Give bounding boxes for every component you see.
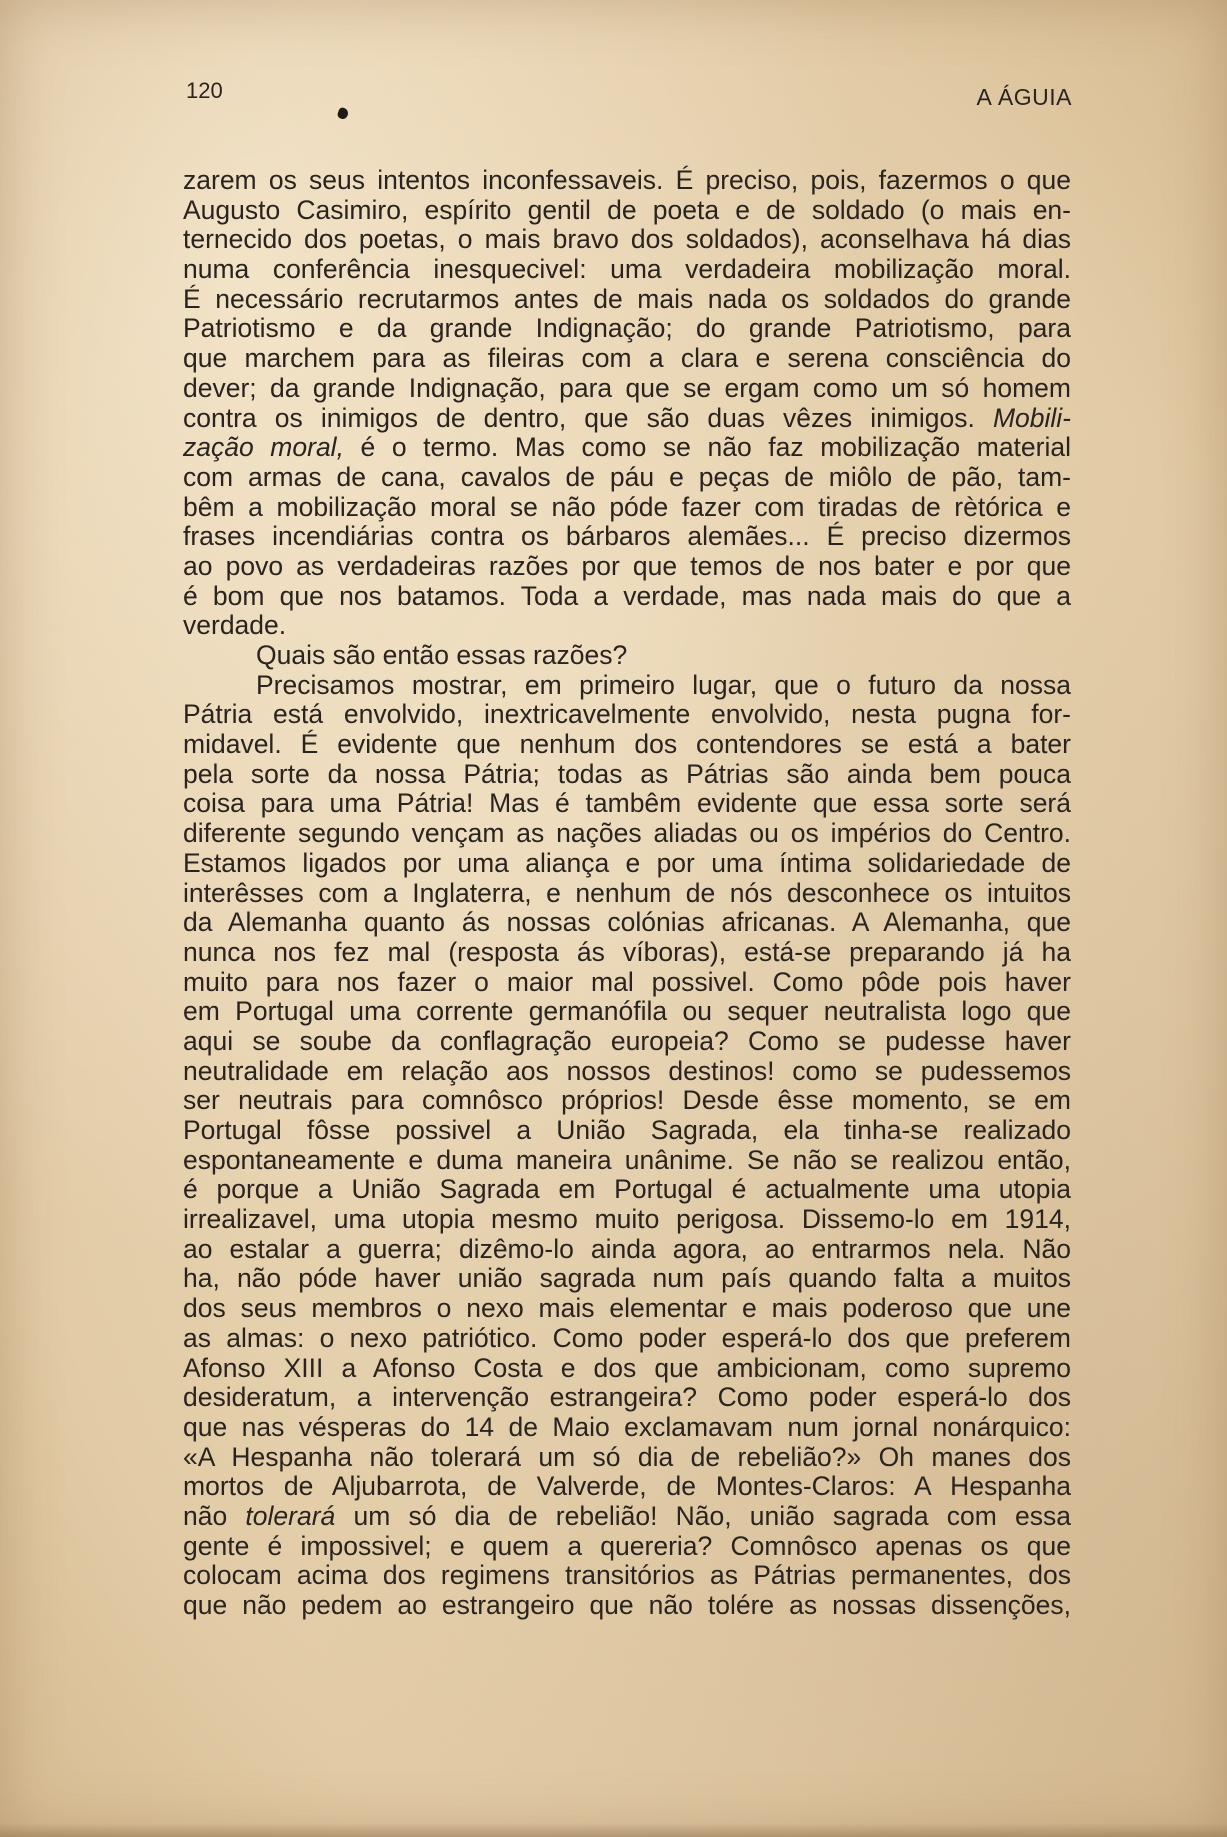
text-line: Portugal fôsse possivel a União Sagrada, ela tinha-se realizado: [183, 1115, 1071, 1145]
text-line: neutralidade em relação aos nossos destinos! como se pudessemos: [183, 1055, 1071, 1086]
text-line: Precisamos mostrar, em primeiro lugar, que o futuro da nossa: [256, 669, 1071, 700]
text-line: Quais são então essas razões?: [256, 640, 628, 670]
text-line: gente é impossivel; e quem a quereria? Comnôsco apenas os que: [183, 1530, 1071, 1561]
text-segment: que: [1026, 907, 1072, 938]
page-number: 120: [186, 78, 223, 103]
text-line: interêsses com a Inglaterra, e nenhum de nós desconhece os intuitos: [183, 877, 1071, 908]
text-line: com armas de cana, cavalos de páu e peças de miôlo de pão, tam-: [183, 461, 1071, 492]
text-line: Pátria está envolvido, inextricavelmente envolvido, nesta pugna for-: [183, 699, 1071, 730]
text-line: frases incendiárias contra os bárbaros alemães... É preciso dizermos: [183, 521, 1071, 552]
text-line: ser neutrais para comnôsco próprios! Desde êsse momento, se em: [183, 1085, 1071, 1116]
text-line: desideratum, a intervenção estrangeira? Como poder esperá-lo dos: [183, 1382, 1071, 1413]
ink-blot-mark: [336, 107, 349, 121]
text-segment: contra os inimigos de dentro, que são duas vêzes inimigos.: [183, 402, 975, 433]
text-line: ao estalar a guerra; dizêmo-lo ainda agora, ao entrarmos nela. Não: [183, 1233, 1071, 1264]
text-line: diferente segundo vençam as nações aliadas ou os impérios do Centro.: [183, 818, 1071, 849]
text-line: espontaneamente e duma maneira unânime. Se não se realizou então,: [183, 1144, 1071, 1175]
text-line: que não pedem ao estrangeiro que não tolére as nossas dissenções,: [183, 1590, 1071, 1620]
text-line: mortos de Aljubarrota, de Valverde, de Montes-Claros: A Hespanha: [183, 1471, 1071, 1502]
text-line: é bom que nos batamos. Toda a verdade, mas nada mais do que a: [183, 580, 1071, 611]
italic-text: zação moral,: [183, 432, 344, 463]
text-line: «A Hespanha não tolerará um só dia de rebelião?» Oh manes dos: [183, 1441, 1071, 1472]
text-line: que marchem para as fileiras com a clara e serena consciência do: [183, 343, 1071, 374]
text-line: ha, não póde haver união sagrada num país quando falta a muitos: [183, 1263, 1071, 1294]
text-segment: é o termo. Mas como se não faz mobilização material: [360, 432, 1071, 463]
text-segment: da Alemanha quanto ás nossas colónias africanas. A Alemanha,: [183, 907, 1010, 938]
text-line: [183, 908, 1071, 938]
text-segment: não: [183, 1500, 228, 1531]
text-line: dos seus membros o nexo mais elementar e mais poderoso que une: [183, 1293, 1071, 1324]
text-line: coisa para uma Pátria! Mas é tambêm evidente que essa sorte será: [183, 788, 1071, 819]
italic-text: Mobili-: [992, 402, 1071, 433]
text-line: Patriotismo e da grande Indignação; do grande Patriotismo, para: [183, 313, 1071, 344]
text-line: midavel. É evidente que nenhum dos contendores se está a bater: [183, 729, 1071, 760]
text-line: numa conferência inesquecivel: uma verdadeira mobilização moral.: [183, 254, 1071, 285]
text-line: é porque a União Sagrada em Portugal é actualmente uma utopia: [183, 1174, 1071, 1205]
running-title: A ÁGUIA: [976, 84, 1072, 110]
text-line: Augusto Casimiro, espírito gentil de poeta e de soldado (o mais en-: [183, 194, 1071, 225]
text-segment: um só dia de rebelião! Não, união sagrada com essa: [353, 1500, 1071, 1531]
text-line: bêm a mobilização moral se não póde fazer com tiradas de rètórica e: [183, 491, 1071, 522]
text-line: pela sorte da nossa Pátria; todas as Pátrias são ainda bem pouca: [183, 758, 1071, 789]
text-line: que nas vésperas do 14 de Maio exclamavam num jornal nonárquico:: [183, 1411, 1071, 1442]
text-line: [183, 433, 1071, 463]
text-line: colocam acima dos regimens transitórios as Pátrias permanentes, dos: [183, 1560, 1071, 1591]
text-line: [183, 404, 1071, 434]
text-line: [183, 1502, 1071, 1532]
text-line: Afonso XIII a Afonso Costa e dos que ambicionam, como supremo: [183, 1352, 1071, 1383]
page-bottom-edge: [0, 1823, 1227, 1837]
text-line: em Portugal uma corrente germanófila ou sequer neutralista logo que: [183, 996, 1071, 1027]
text-line: É necessário recrutarmos antes de mais nada os soldados do grande: [183, 283, 1071, 314]
text-line: dever; da grande Indignação, para que se ergam como um só homem: [183, 372, 1071, 403]
text-line: ternecido dos poetas, o mais bravo dos soldados), aconselhava há dias: [183, 224, 1071, 255]
text-line: muito para nos fazer o maior mal possivel. Como pôde pois haver: [183, 966, 1071, 997]
text-line: zarem os seus intentos inconfessaveis. É preciso, pois, fazermos o que: [183, 165, 1071, 195]
text-line: Estamos ligados por uma aliança e por uma íntima solidariedade de: [183, 847, 1071, 878]
text-line: as almas: o nexo patriótico. Como poder esperá-lo dos que preferem: [183, 1322, 1071, 1353]
body-text: [183, 166, 1071, 1621]
text-line: ao povo as verdadeiras razões por que temos de nos bater e por que: [183, 550, 1071, 581]
text-line: irrealizavel, uma utopia mesmo muito perigosa. Dissemo-lo em 1914,: [183, 1204, 1071, 1235]
text-line: aqui se soube da conflagração europeia? Como se pudesse haver: [183, 1025, 1071, 1056]
italic-text: tolerará: [245, 1500, 336, 1531]
text-line: nunca nos fez mal (resposta ás víboras), está-se preparando já ha: [183, 936, 1071, 967]
text-line: verdade.: [183, 610, 287, 641]
